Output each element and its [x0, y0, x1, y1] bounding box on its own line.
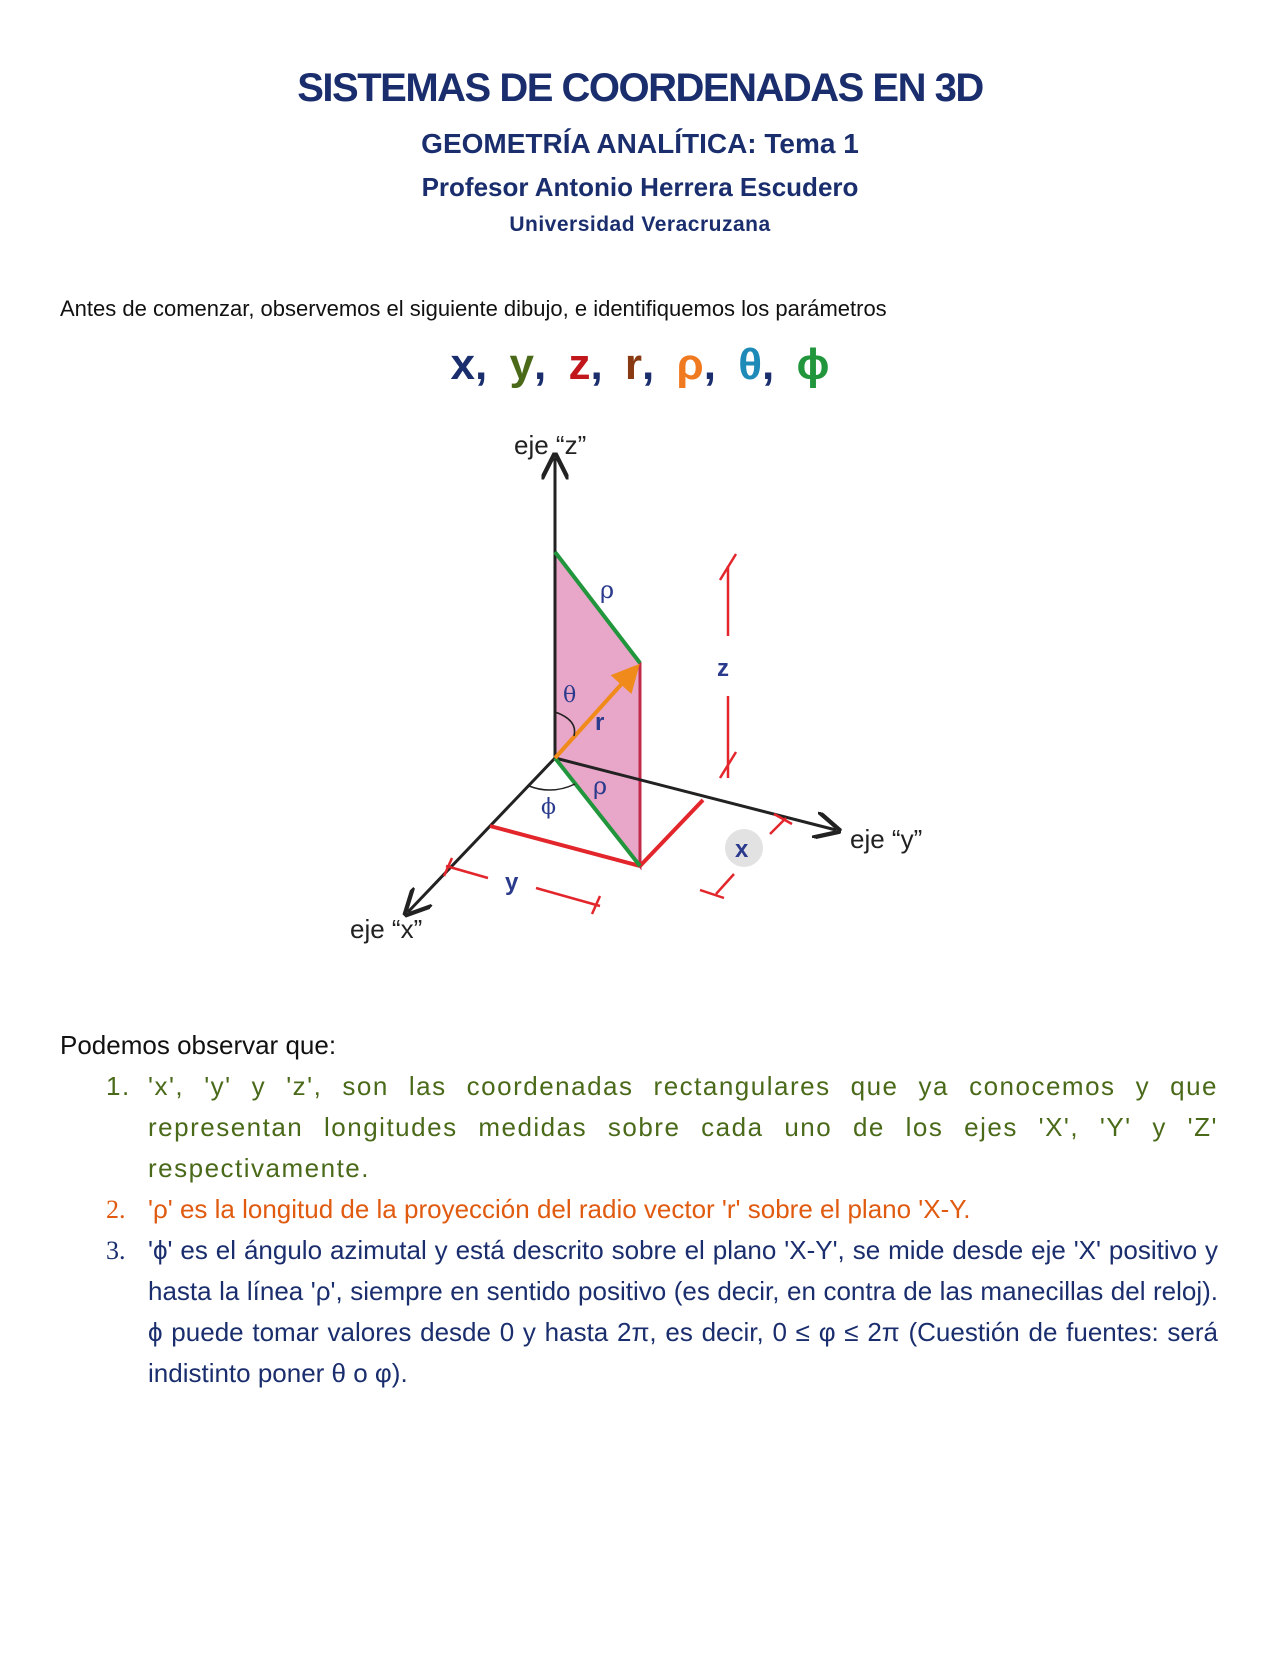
list-item — [106, 1230, 1218, 1394]
param-separator: , — [642, 340, 655, 389]
param-x: x — [450, 340, 476, 389]
y-projection-line — [640, 800, 703, 866]
phi-label: ϕ — [541, 795, 556, 820]
axis-x-label: eje “x” — [350, 914, 423, 944]
list-number: 1. — [106, 1071, 131, 1101]
rho-bottom-label: ρ — [593, 772, 608, 800]
param-phi: ϕ — [796, 340, 830, 389]
param-r: r — [624, 340, 643, 389]
param-separator: , — [590, 340, 603, 389]
z-label: z — [717, 655, 729, 682]
theta-label: θ — [563, 683, 577, 708]
y-measure — [444, 858, 600, 914]
author-line: Profesor Antonio Herrera Escudero — [421, 172, 859, 202]
list-item — [106, 1066, 1218, 1189]
list-number: 2. — [106, 1195, 126, 1224]
param-rho: ρ — [676, 340, 704, 389]
coordinate-system-diagram — [0, 430, 1280, 970]
r-label: r — [595, 709, 605, 736]
list-text: 'ρ' es la longitud de la proyección del radio vector 'r' sobre el plano 'X-Y. — [148, 1194, 971, 1224]
list-item — [106, 1189, 1218, 1230]
observations-list — [106, 1066, 1218, 1394]
x-label: x — [735, 836, 749, 863]
list-number: 3. — [106, 1236, 126, 1265]
axis-y-label: eje “y” — [850, 824, 923, 854]
param-separator: , — [703, 340, 716, 389]
param-theta: θ — [738, 340, 762, 389]
observations-heading: Podemos observar que: — [60, 1030, 337, 1060]
list-text: 'ϕ' es el ángulo azimutal y está descrito sobre el plano 'X-Y', se mide desde eje 'X' positivo y hasta la línea 'ρ', siempre en sentido positivo (es decir, en contra de las manecillas del reloj). ϕ puede tomar valores desde 0 y hasta 2π, es decir, 0 ≤ φ ≤ 2π (Cuestión de fuentes: será indistinto poner θ o φ). — [148, 1235, 1218, 1388]
intro-text: Antes de comenzar, observemos el siguiente dibujo, e identifiquemos los parámetros — [60, 296, 887, 321]
param-separator: , — [475, 340, 488, 389]
y-label: y — [505, 869, 519, 896]
institution-line: Universidad Veracruzana — [509, 213, 771, 236]
document-title: SISTEMAS DE COORDENADAS EN 3D — [297, 66, 983, 110]
rho-top-label: ρ — [600, 576, 615, 604]
param-z: z — [568, 340, 591, 389]
parameter-list — [0, 340, 1280, 390]
x-axis — [408, 758, 555, 912]
document-subtitle: GEOMETRÍA ANALÍTICA: Tema 1 — [421, 128, 859, 159]
param-separator: , — [533, 340, 547, 389]
phi-arc — [529, 784, 575, 790]
axis-z-label: eje “z” — [514, 430, 587, 460]
param-separator: , — [762, 340, 775, 389]
param-y: y — [509, 340, 534, 389]
list-text: 'x', 'y' y 'z', son las coordenadas rectangulares que ya conocemos y que representan longitudes medidas sobre cada uno de los ejes 'X', 'Y' y 'Z' respectivamente. — [148, 1071, 1218, 1183]
